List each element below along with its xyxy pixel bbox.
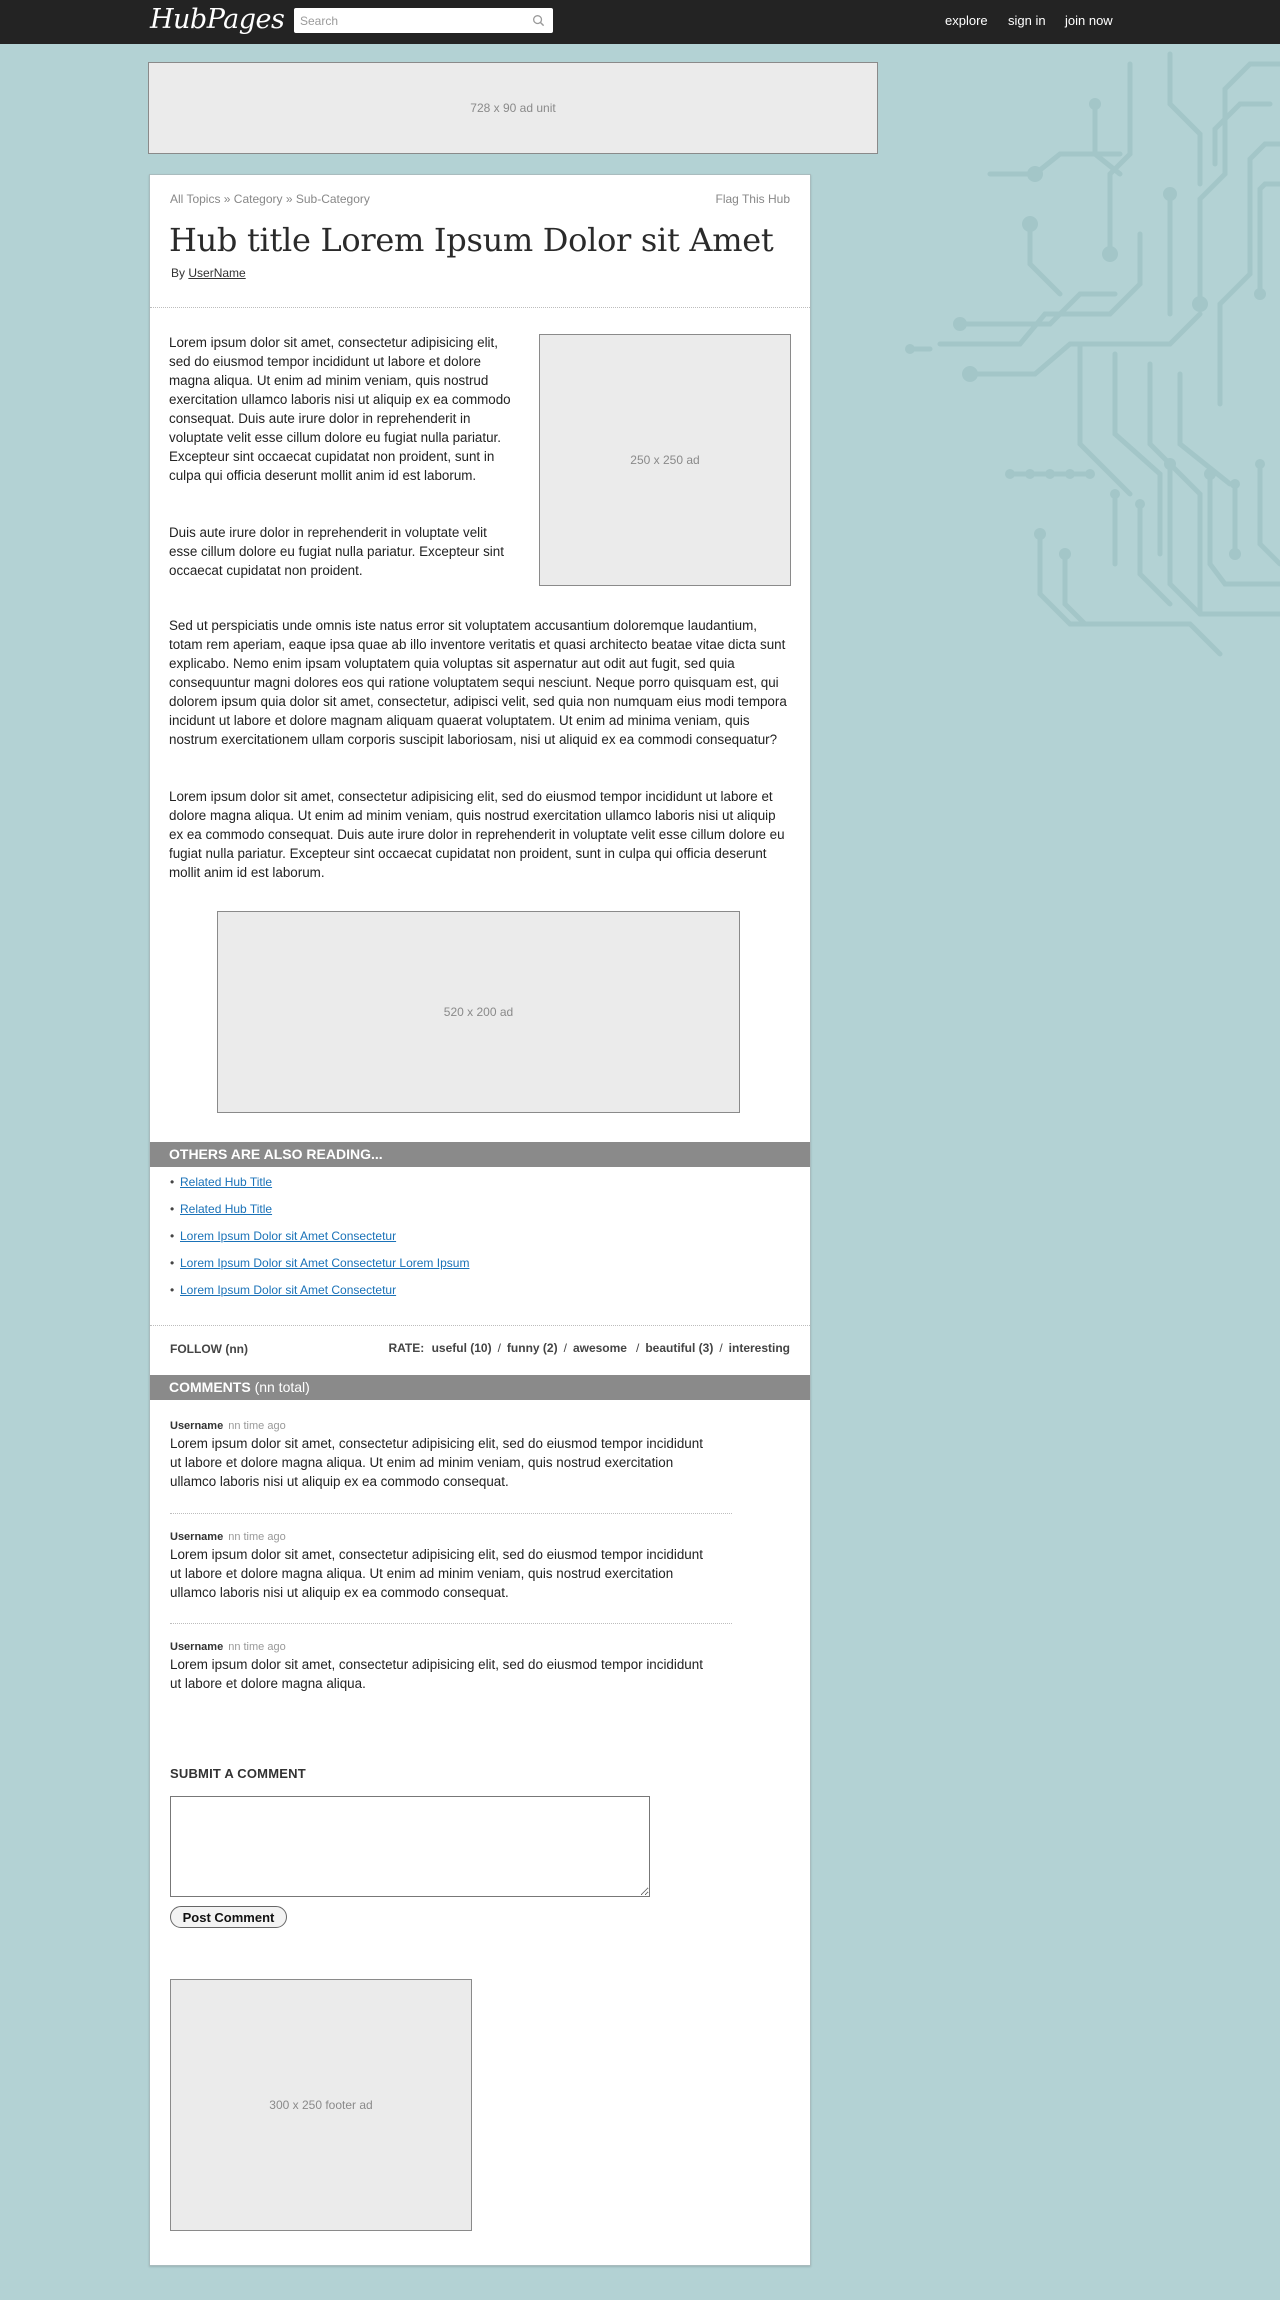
post-comment-button[interactable]: Post Comment <box>170 1906 287 1928</box>
byline-prefix: By <box>171 266 186 280</box>
top-ad-unit[interactable] <box>148 62 878 154</box>
comment-item <box>170 1531 710 1602</box>
related-hub-link[interactable]: Lorem Ipsum Dolor sit Amet Consectetur <box>180 1229 397 1243</box>
circuit-background-graphic <box>870 44 1280 744</box>
comment-timestamp: nn time ago <box>228 1641 286 1653</box>
article-paragraph-2: Duis aute irure dolor in reprehenderit in voluptate velit esse cillum dolore eu fugiat nulla pariatur. Excepteur sint occaecat cupidatat non proident. <box>169 525 504 578</box>
rate-useful[interactable]: useful (10) <box>431 1341 492 1355</box>
comment-item <box>170 1420 710 1491</box>
nav-join-now[interactable]: join now <box>1065 13 1113 28</box>
article-paragraph-3: Sed ut perspiciatis unde omnis iste natus error sit voluptatem accusantium doloremque laudantium, totam rem aperiam, eaque ipsa quae ab illo inventore veritatis et quasi architecto beatae vitae dicta sunt explicabo. Nemo enim ipsam voluptatem quia voluptas sit aspernatur aut odit aut fugit, sed quia consequuntur magni dolores eos qui ratione voluptatem sequi nesciunt. Neque porro quisquam est, qui dolorem ipsum quia dolor sit amet, consectetur, adipisci velit, sed quia non numquam eius modi tempora incidunt ut labore et dolore magnam aliquam quaerat voluptatem. Ut enim ad minima veniam, quis nostrum exercitationem ullam corporis suscipit laboriosam, nisi ut aliquid ex ea commodi consequatur? <box>169 618 787 747</box>
comment-text: Lorem ipsum dolor sit amet, consectetur adipisicing elit, sed do eiusmod tempor incididunt ut labore et dolore magna aliqua. Ut enim ad minim veniam, quis nostrud exercitation ullamco laboris nisi ut aliquip ex ea commodo consequat. <box>170 1547 703 1600</box>
article-paragraph-4: Lorem ipsum dolor sit amet, consectetur adipisicing elit, sed do eiusmod tempor incididunt ut labore et dolore magna aliqua. Ut enim ad minim veniam, quis nostrud exercitation ullamco laboris nisi ut aliquip ex ea commodo consequat. Duis aute irure dolor in reprehenderit in voluptate velit esse cillum dolore eu fugiat nulla pariatur. Excepteur sint occaecat cupidatat non proident, sunt in culpa qui officia deserunt mollit anim id est laborum. <box>169 789 785 880</box>
comments-heading: COMMENTS <box>169 1379 251 1395</box>
rate-beautiful[interactable]: beautiful (3) <box>645 1341 714 1355</box>
flag-hub-link[interactable]: Flag This Hub <box>715 192 790 206</box>
breadcrumb[interactable]: All Topics » Category » Sub-Category <box>170 192 370 206</box>
related-hub-link[interactable]: Related Hub Title <box>180 1202 273 1216</box>
list-item: • Lorem Ipsum Dolor sit Amet Consectetur <box>170 1229 397 1243</box>
comment-timestamp: nn time ago <box>228 1420 286 1432</box>
comment-timestamp: nn time ago <box>228 1531 286 1543</box>
comment-divider <box>170 1513 732 1514</box>
rating-bar: RATE: useful (10) / funny (2) / awesome / beautiful (3) / interesting <box>388 1341 790 1355</box>
rate-label: RATE: <box>388 1341 425 1355</box>
mid-ad-unit[interactable] <box>217 911 740 1113</box>
mid-ad-label: 520 x 200 ad <box>443 1005 514 1019</box>
nav-sign-in[interactable]: sign in <box>1008 13 1046 28</box>
follow-button[interactable]: FOLLOW (nn) <box>170 1342 248 1356</box>
list-item: • Related Hub Title <box>170 1202 273 1216</box>
footer-ad-label: 300 x 250 footer ad <box>269 2098 373 2112</box>
comment-item <box>170 1641 710 1693</box>
comments-total: (nn total) <box>254 1379 310 1395</box>
page-title: Hub title Lorem Ipsum Dolor sit Amet <box>169 221 774 259</box>
hub-content-card <box>149 174 811 2266</box>
related-section-header: OTHERS ARE ALSO READING... <box>150 1142 810 1167</box>
comment-username[interactable]: Username <box>170 1420 224 1432</box>
comment-divider <box>170 1623 732 1624</box>
rate-awesome[interactable]: awesome <box>572 1341 627 1355</box>
footer-ad-unit[interactable] <box>170 1979 472 2231</box>
search-box <box>294 8 553 33</box>
byline <box>171 266 246 280</box>
top-ad-label: 728 x 90 ad unit <box>470 101 556 115</box>
author-link[interactable]: UserName <box>188 266 246 280</box>
list-item: • Related Hub Title <box>170 1175 273 1189</box>
rate-funny[interactable]: funny (2) <box>506 1341 558 1355</box>
related-hub-link[interactable]: Lorem Ipsum Dolor sit Amet Consectetur <box>180 1283 397 1297</box>
comment-text: Lorem ipsum dolor sit amet, consectetur adipisicing elit, sed do eiusmod tempor incididunt ut labore et dolore magna aliqua. Ut enim ad minim veniam, quis nostrud exercitation ullamco laboris nisi ut aliquip ex ea commodo consequat. <box>170 1436 703 1489</box>
comments-section-header <box>150 1375 810 1400</box>
article-paragraph-1: Lorem ipsum dolor sit amet, consectetur adipisicing elit, sed do eiusmod tempor incididunt ut labore et dolore magna aliqua. Ut enim ad minim veniam, quis nostrud exercitation ullamco laboris nisi ut aliquip ex ea commodo consequat. Duis aute irure dolor in reprehenderit in voluptate velit esse cillum dolore eu fugiat nulla pariatur. Excepteur sint occaecat cupidatat non proident, sunt in culpa qui officia deserunt mollit anim id est laborum. <box>169 335 511 483</box>
side-ad-unit[interactable] <box>539 334 791 586</box>
comment-username[interactable]: Username <box>170 1531 224 1543</box>
list-item: • Lorem Ipsum Dolor sit Amet Consectetur Lorem Ipsum <box>170 1256 470 1270</box>
comment-textarea[interactable] <box>170 1796 650 1897</box>
related-hub-link[interactable]: Related Hub Title <box>180 1175 273 1189</box>
side-ad-label: 250 x 250 ad <box>630 453 700 467</box>
header-divider <box>150 307 810 308</box>
rate-interesting[interactable]: interesting <box>728 1341 790 1355</box>
list-item: • Lorem Ipsum Dolor sit Amet Consectetur <box>170 1283 397 1297</box>
comment-text: Lorem ipsum dolor sit amet, consectetur adipisicing elit, sed do eiusmod tempor incididunt ut labore et dolore magna aliqua. <box>170 1657 703 1691</box>
hubpages-logo[interactable]: HubPages <box>150 4 285 35</box>
comment-username[interactable]: Username <box>170 1641 224 1653</box>
related-divider <box>150 1325 810 1326</box>
search-input[interactable] <box>294 8 524 33</box>
related-hub-link[interactable]: Lorem Ipsum Dolor sit Amet Consectetur Lorem Ipsum <box>180 1256 470 1270</box>
nav-explore[interactable]: explore <box>945 13 988 28</box>
top-navbar <box>0 0 1280 44</box>
search-icon[interactable] <box>532 14 545 27</box>
submit-comment-heading: SUBMIT A COMMENT <box>170 1766 306 1781</box>
related-hubs-list <box>170 1175 469 1310</box>
